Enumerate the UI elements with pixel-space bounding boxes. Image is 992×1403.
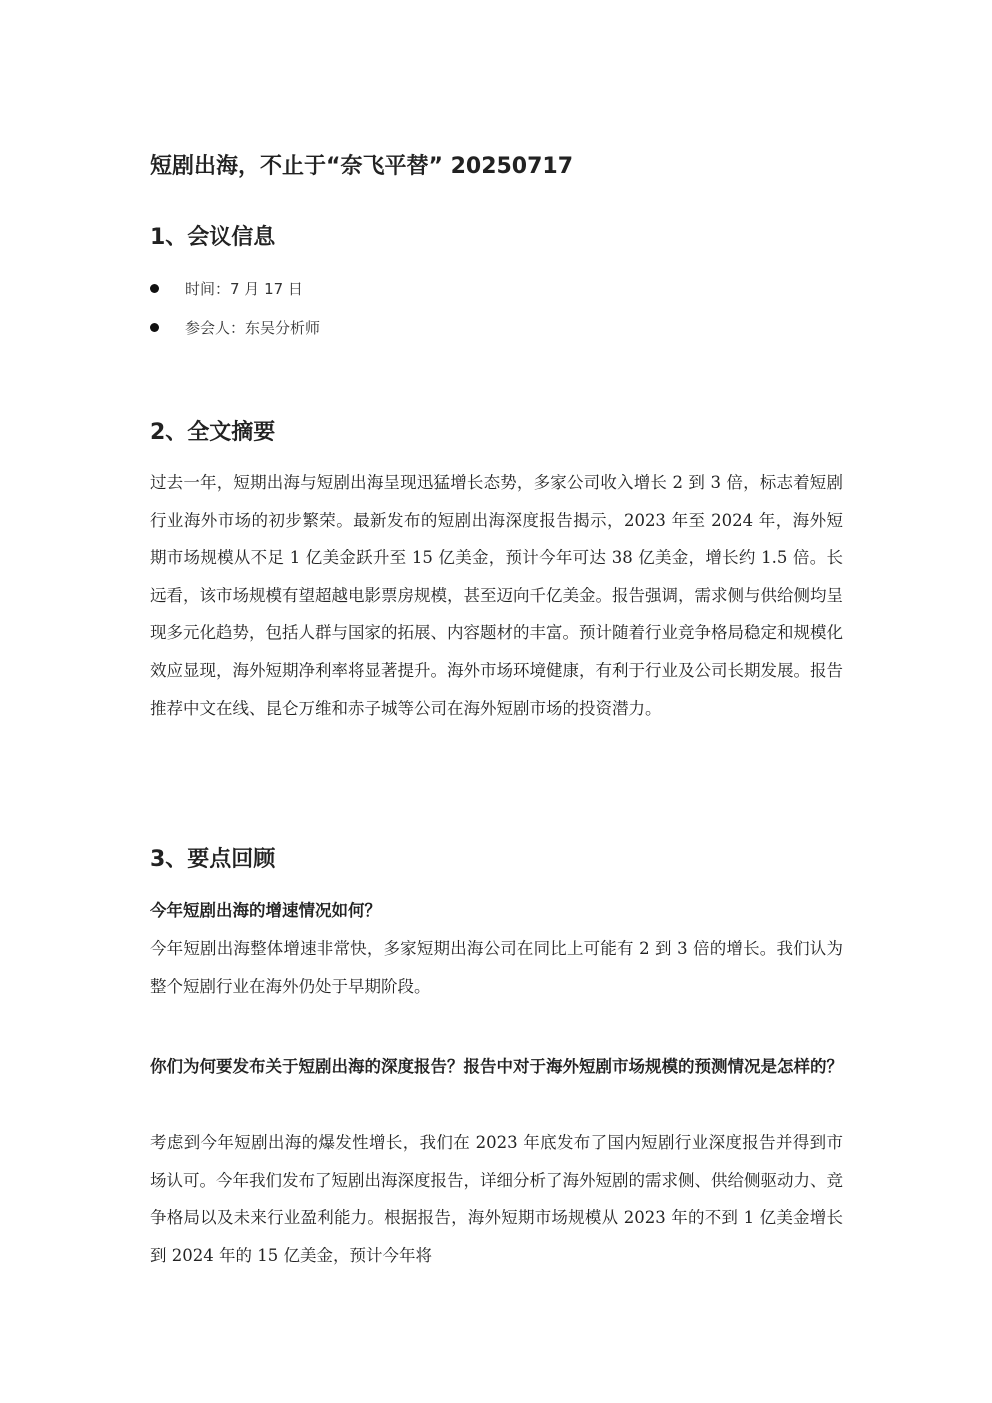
meeting-attendees-text: 参会人：东吴分析师 [185, 318, 321, 337]
meeting-attendees-item [150, 315, 320, 339]
meeting-time-item [150, 276, 303, 300]
meeting-time-text: 时间：7 月 17 日 [185, 279, 303, 298]
question-1: 今年短剧出海的增速情况如何？ [150, 901, 381, 920]
section-heading-key-points: 3、要点回顾 [150, 847, 276, 872]
section-heading-meeting-info: 1、会议信息 [150, 225, 276, 250]
answer-1: 今年短剧出海整体增速非常快，多家短期出海公司在同比上可能有 2 到 3 倍的增长。我们认为整个短剧行业在海外仍处于早期阶段。 [150, 939, 843, 996]
question-2: 你们为何要发布关于短剧出海的深度报告？报告中对于海外短剧市场规模的预测情况是怎样的？ [150, 1057, 843, 1076]
document-title: 短剧出海，不止于“奈飞平替” 20250717 [150, 154, 574, 179]
bullet-icon [150, 284, 159, 293]
bullet-icon [150, 323, 159, 332]
answer-2: 考虑到今年短剧出海的爆发性增长，我们在 2023 年底发布了国内短剧行业深度报告并得到市场认可。今年我们发布了短剧出海深度报告，详细分析了海外短剧的需求侧、供给侧驱动力、竞争格局以及未来行业盈利能力。根据报告，海外短期市场规模从 2023 年的不到 1 亿美金增长到 2024 年的 15 亿美金，预计今年将 [150, 1133, 843, 1265]
summary-paragraph: 过去一年，短期出海与短剧出海呈现迅猛增长态势，多家公司收入增长 2 到 3 倍，标志着短剧行业海外市场的初步繁荣。最新发布的短剧出海深度报告揭示，2023 年至 2024 年，海外短期市场规模从不足 1 亿美金跃升至 15 亿美金，预计今年可达 38 亿美金，增长约 1.5 倍。长远看，该市场规模有望超越电影票房规模，甚至迈向千亿美金。报告强调，需求侧与供给侧均呈现多元化趋势，包括人群与国家的拓展、内容题材的丰富。预计随着行业竞争格局稳定和规模化效应显现，海外短期净利率将显著提升。海外市场环境健康，有利于行业及公司长期发展。报告推荐中文在线、昆仑万维和赤子城等公司在海外短剧市场的投资潜力。 [150, 473, 843, 718]
section-heading-summary: 2、全文摘要 [150, 420, 276, 445]
